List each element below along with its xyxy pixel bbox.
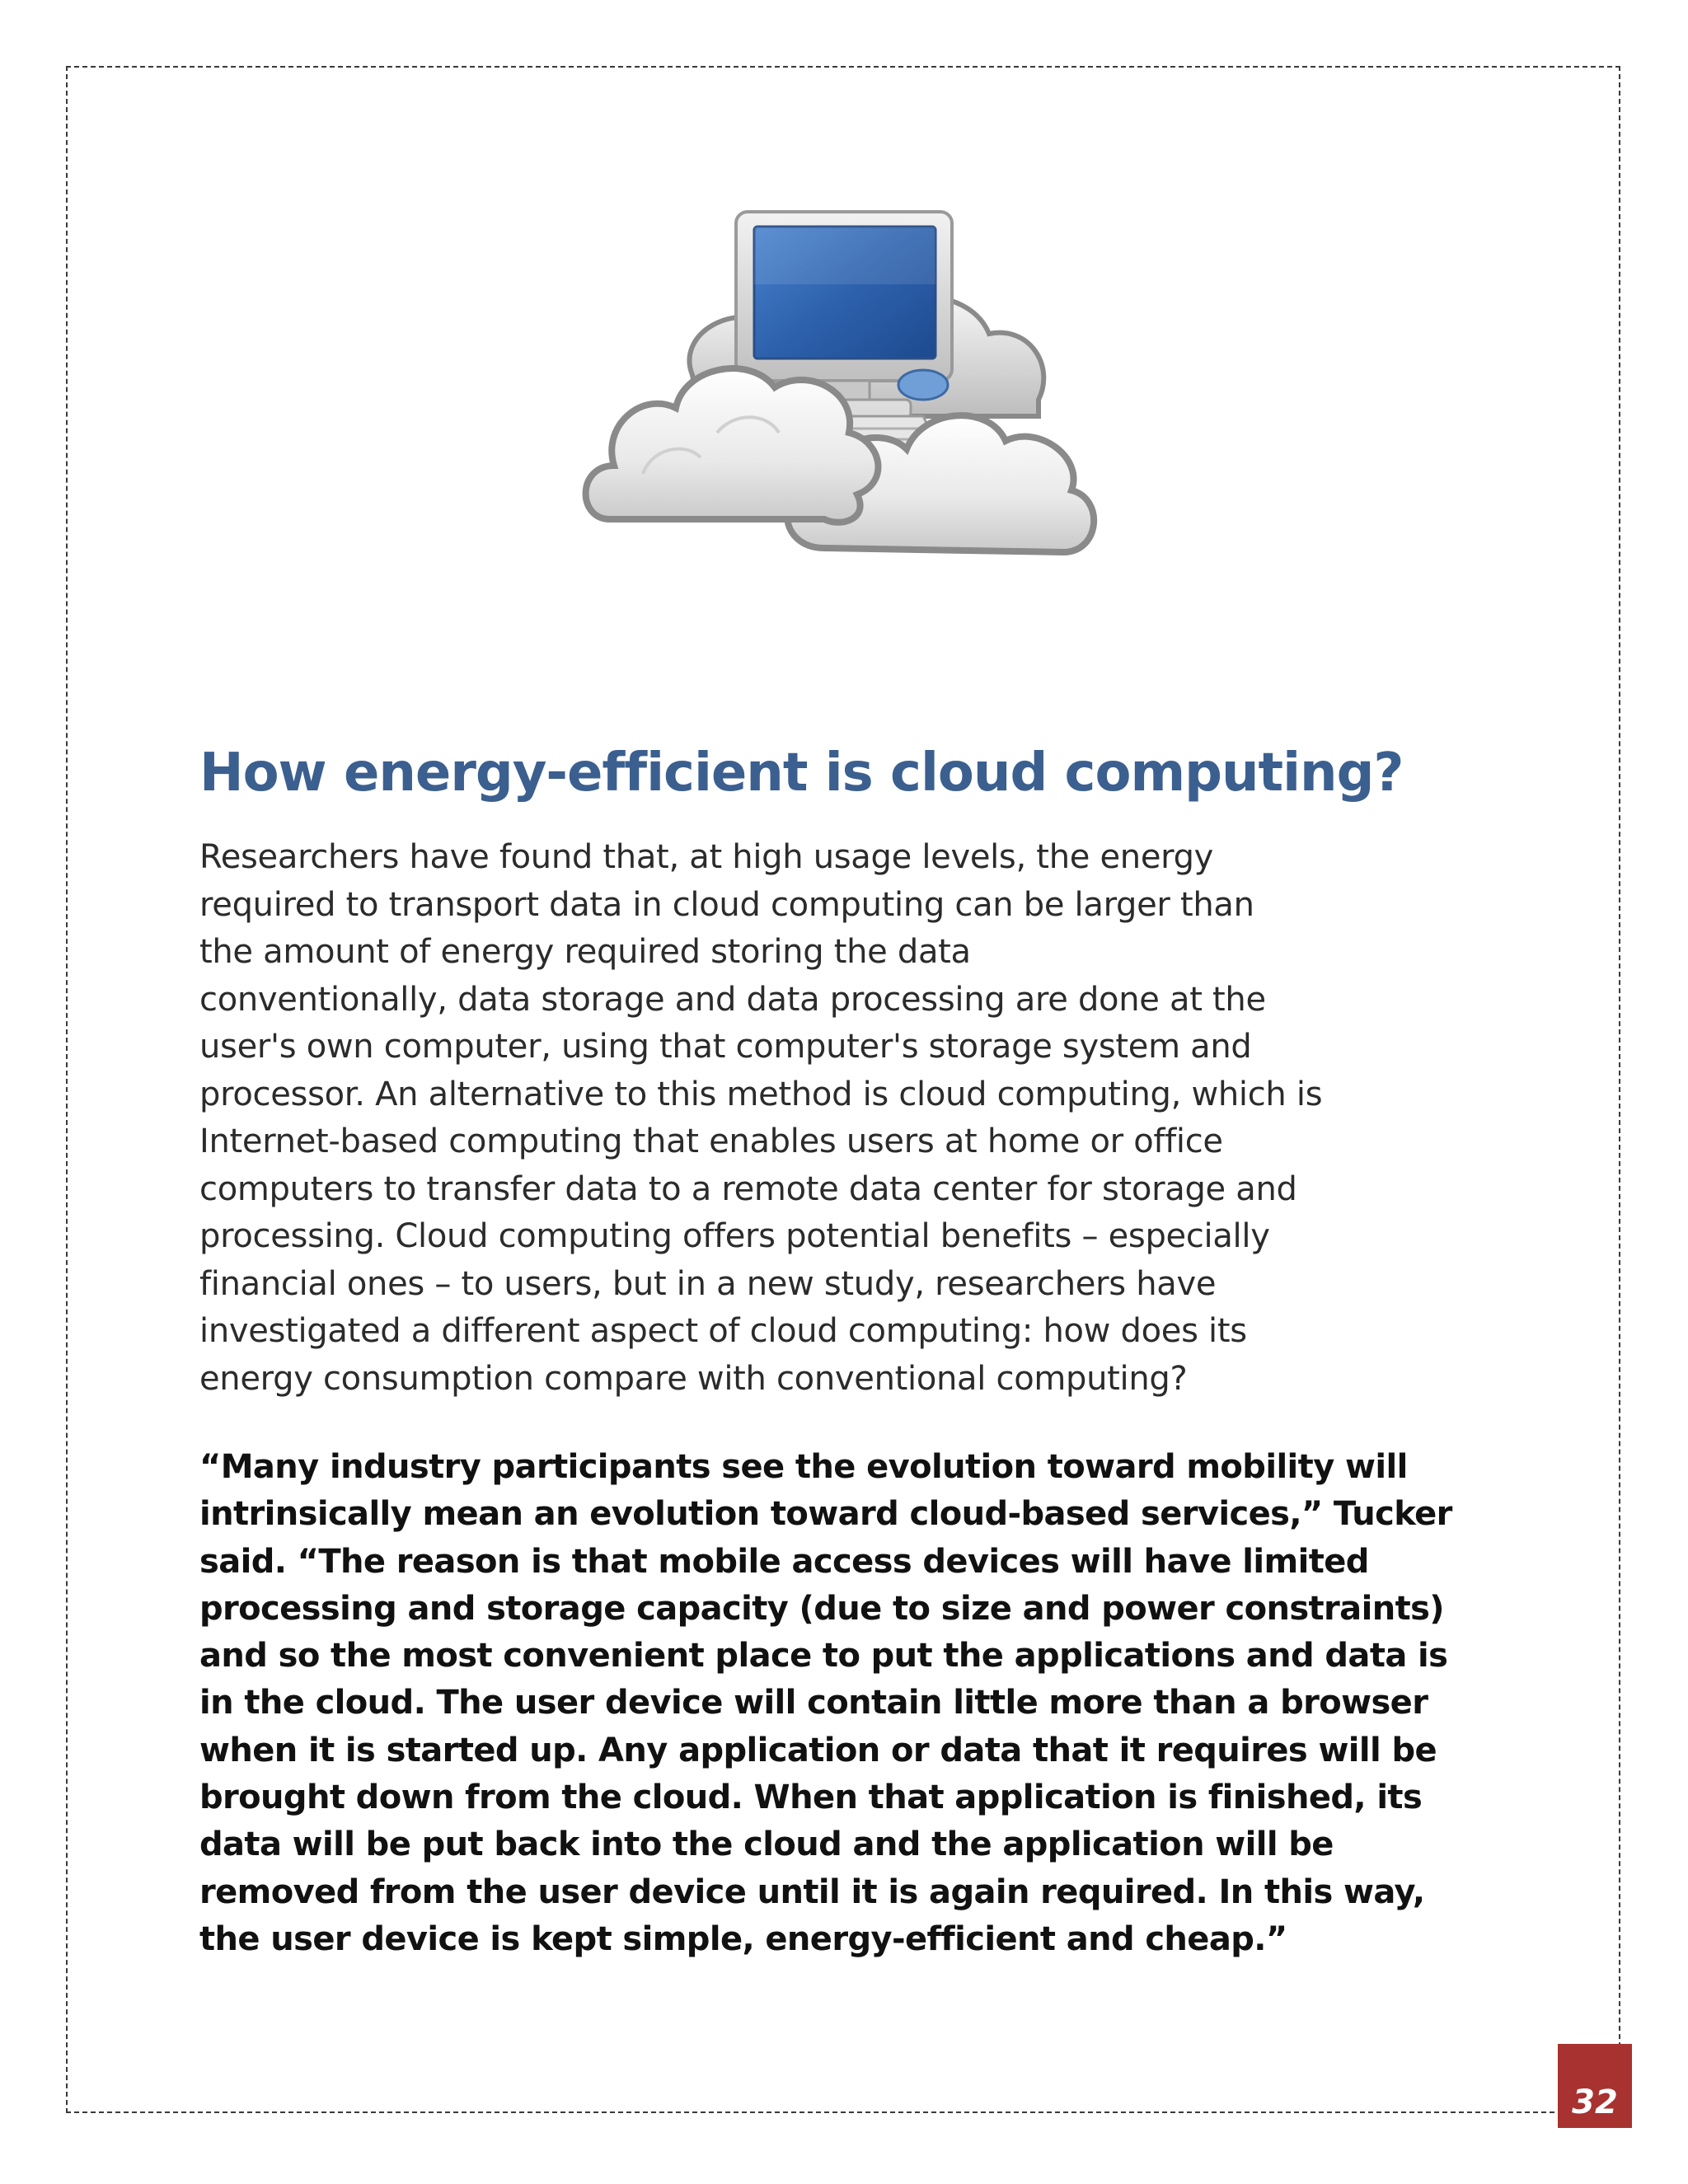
page-number: 32 <box>1572 2083 1618 2121</box>
mouse <box>898 370 948 400</box>
body-paragraph: Researchers have found that, at high usage levels, the energy required to transport data in cloud computing can be larger than the amount of energy required storing the data conventionally, data storage and data processing are done at the user's own computer, using that computer's storage system and processor. An alternative to this method is cloud computing, which is Internet-based computing that enables users at home or office computers to transfer data to a remote data center for storage and processing. Cloud computing offers potential benefits – especially financial ones – to users, but in a new study, researchers have investigated a different aspect of cloud computing: how does its energy consumption compare with conventional computing? <box>199 838 1323 1398</box>
quote-paragraph: “Many industry participants see the evolution toward mobility will intrinsically mean an evolution toward cloud-based services,” Tucker said. “The reason is that mobile access devices will have limited processing and storage capacity (due to size and power constraints) and so the most convenient place to put the applications and data is in the cloud. The user device will contain little more than a browser when it is started up. Any application or data that it requires will be brought down from the cloud. When that application is finished, its data will be put back into the cloud and the application will be removed from the user device until it is again required. In this way, the user device is kept simple, energy-efficient and cheap.” <box>199 1448 1452 1958</box>
cloud-computer-icon <box>577 202 1104 581</box>
page-title: How energy-efficient is cloud computing? <box>199 743 1404 804</box>
page-number-badge <box>1558 2044 1632 2128</box>
left-cloud <box>586 368 879 523</box>
